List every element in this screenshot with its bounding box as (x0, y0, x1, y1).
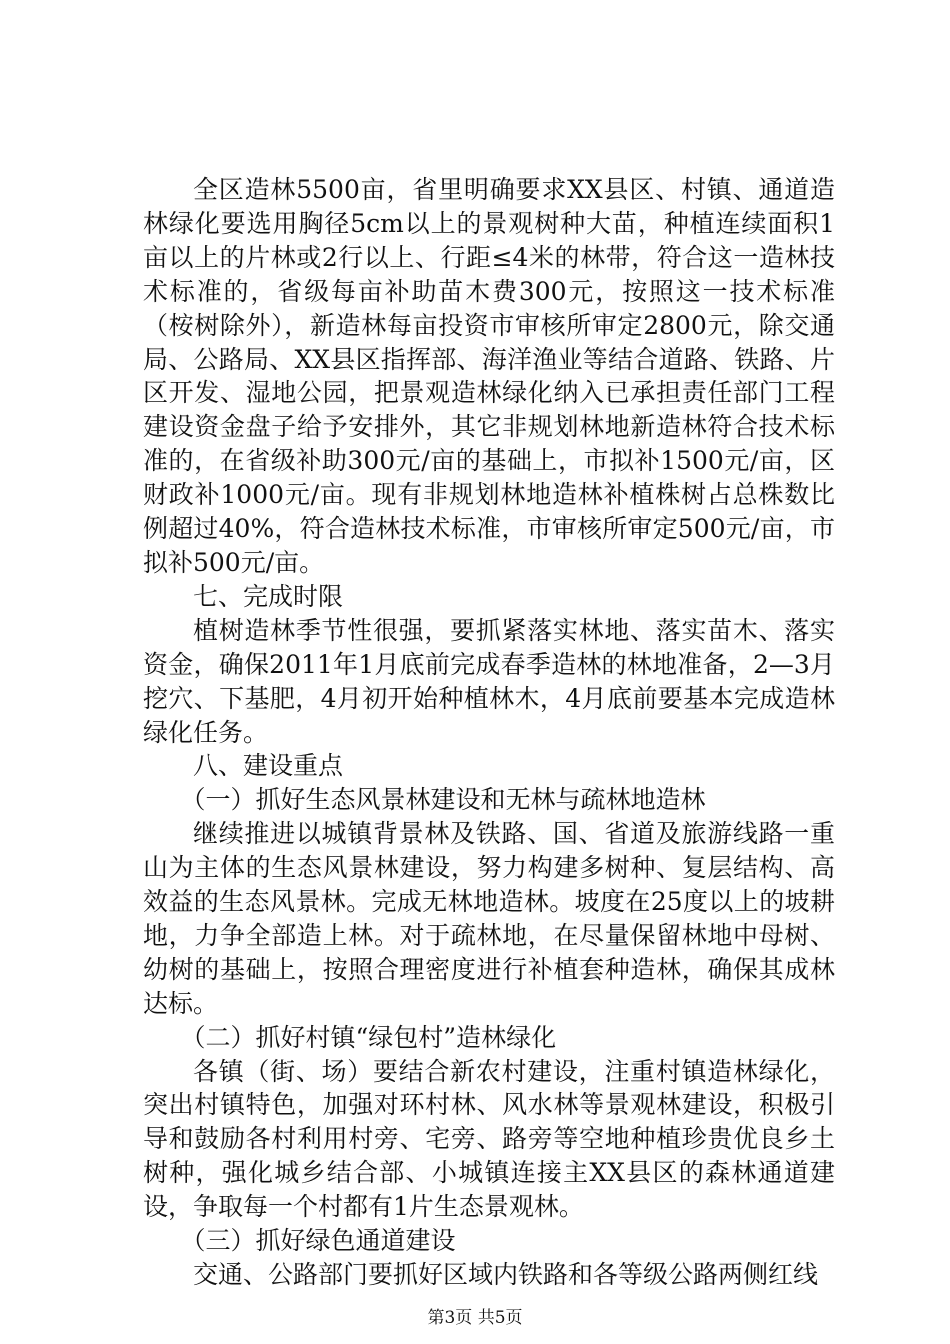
heading-completion-deadline: 七、完成时限 (193, 581, 344, 611)
subheading-ecological-forest: （一）抓好生态风景林建设和无林与疏林地造林 (180, 785, 706, 815)
document-body (143, 173, 835, 1292)
subheading-village-greening: （二）抓好村镇“绿包村”造林绿化 (180, 1022, 557, 1052)
paragraph-village-greening: 各镇（街、场）要结合新农村建设，注重村镇造林绿化，突出村镇特色，加强对环村林、风水林等景观林建设，积极引导和鼓励各村利用村旁、宅旁、路旁等空地种植珍贵优良乡土树种，强化城乡结合部、小城镇连接主XX县区的森林通道建设，争取每一个村都有1片生态景观林。 (143, 1056, 835, 1222)
subheading-green-corridor: （三）抓好绿色通道建设 (180, 1226, 456, 1256)
heading-construction-focus: 八、建设重点 (193, 751, 344, 781)
paragraph-afforestation-subsidy: 全区造林5500亩，省里明确要求XX县区、村镇、通道造林绿化要选用胸径5cm以上的景观树种大苗，种植连续面积1亩以上的片林或2行以上、行距≤4米的林带，符合这一造林技术标准的，省级每亩补助苗木费300元，按照这一技术标准（桉树除外），新造林每亩投资市审核所审定2800元，除交通局、公路局、XX县区指挥部、海洋渔业等结合道路、铁路、片区开发、湿地公园，把景观造林绿化纳入已承担责任部门工程建设资金盘子给予安排外，其它非规划林地新造林符合技术标准的，在省级补助300元/亩的基础上，市拟补1500元/亩，区财政补1000元/亩。现有非规划林地造林补植株树占总株数比例超过40%，符合造林技术标准，市审核所审定500元/亩，市拟补500元/亩。 (143, 175, 835, 577)
paragraph-green-corridor: 交通、公路部门要抓好区域内铁路和各等级公路两侧红线 (193, 1260, 819, 1289)
paragraph-planting-schedule: 植树造林季节性很强，要抓紧落实林地、落实苗木、落实资金，确保2011年1月底前完成春季造林的林地准备，2—3月挖穴、下基肥，4月初开始种植林木，4月底前要基本完成造林绿化任务。 (143, 615, 835, 747)
page-number-footer: 第3页 共5页 (427, 1308, 523, 1328)
paragraph-ecological-forest: 继续推进以城镇背景林及铁路、国、省道及旅游线路一重山为主体的生态风景林建设，努力构建多树种、复层结构、高效益的生态风景林。完成无林地造林。坡度在25度以上的坡耕地，力争全部造上林。对于疏林地，在尽量保留林地中母树、幼树的基础上，按照合理密度进行补植套种造林，确保其成林达标。 (143, 819, 835, 1018)
